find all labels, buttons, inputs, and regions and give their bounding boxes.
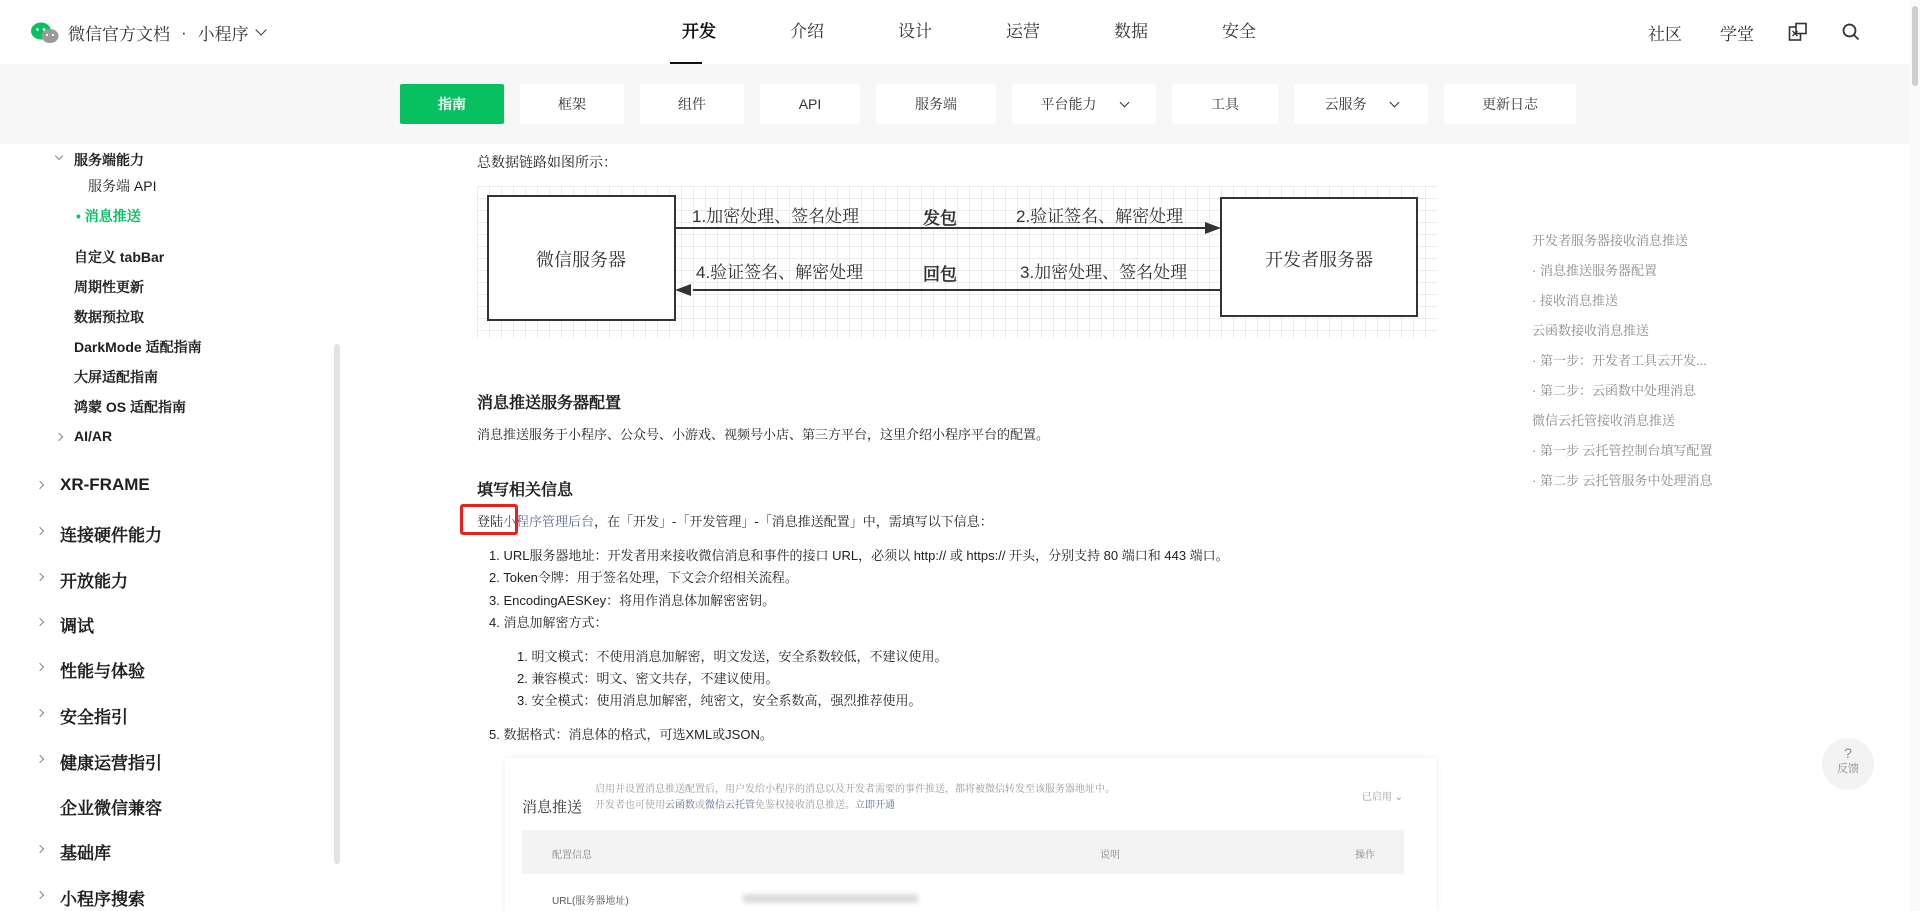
nav-intro[interactable]: 介绍 xyxy=(790,22,824,41)
message-push-screenshot xyxy=(505,758,1437,911)
login-suffix: ，在「开发」-「开发管理」-「消息推送配置」中，需填写以下信息： xyxy=(594,514,993,529)
toc-item[interactable]: · 第二步：云函数中处理消息 xyxy=(1532,383,1696,398)
chevron-right-icon[interactable] xyxy=(55,433,63,441)
tab-label: 框架 xyxy=(558,96,586,112)
sidebar-section-performance[interactable]: 性能与体验 xyxy=(60,662,145,681)
nav-data[interactable]: 数据 xyxy=(1114,22,1148,41)
sidebar-item-periodic-update[interactable]: 周期性更新 xyxy=(74,279,144,295)
enable-now-link[interactable]: 立即开通 xyxy=(855,800,895,811)
wechat-logo-icon xyxy=(30,21,60,45)
tab-label: 更新日志 xyxy=(1482,96,1538,112)
sub-list-item: 1. 明文模式：不使用消息加解密，明文发送，安全系数较低，不建议使用。 xyxy=(517,649,948,664)
list-item: 3. EncodingAESKey：将用作消息体加解密密钥。 xyxy=(489,593,776,608)
list-item: 1. URL服务器地址：开发者用来接收微信消息和事件的接口 URL，必须以 http:// 或 https:// 开头，分别支持 80 端口和 443 端口。 xyxy=(489,548,1229,563)
brand-title[interactable]: 微信官方文档 xyxy=(68,25,170,44)
sidebar-item-server-api[interactable]: 服务端 API xyxy=(88,178,157,194)
sidebar-item-message-push[interactable]: • 消息推送 xyxy=(76,208,141,224)
sidebar-section-security-guide[interactable]: 安全指引 xyxy=(60,708,128,727)
product-selector[interactable]: 小程序 xyxy=(197,25,249,44)
panel-desc-text: 开发者也可使用 xyxy=(595,800,665,811)
sidebar xyxy=(0,144,344,911)
tab-component[interactable] xyxy=(640,84,744,124)
tab-label: 工具 xyxy=(1211,96,1239,112)
cloud-function-link[interactable]: 云函数 xyxy=(665,800,695,811)
panel-description xyxy=(595,782,1115,814)
tab-platform-capability[interactable] xyxy=(1012,84,1156,124)
sidebar-section-wecom[interactable]: 企业微信兼容 xyxy=(60,799,162,818)
tab-framework[interactable] xyxy=(520,84,624,124)
sidebar-item-large-screen[interactable]: 大屏适配指南 xyxy=(74,369,158,385)
chevron-right-icon[interactable] xyxy=(36,527,44,535)
chevron-right-icon[interactable] xyxy=(36,481,44,489)
col-description: 说明 xyxy=(1100,850,1120,861)
chevron-right-icon[interactable] xyxy=(36,618,44,626)
blurred-url-value xyxy=(743,894,918,903)
list-item: 2. Token令牌：用于签名处理，下文会介绍相关流程。 xyxy=(489,570,798,585)
search-icon[interactable] xyxy=(1842,23,1860,41)
toc-item[interactable]: 开发者服务器接收消息推送 xyxy=(1532,233,1689,248)
list-item: 5. 数据格式：消息体的格式，可选XML或JSON。 xyxy=(489,727,773,742)
nav-dev[interactable]: 开发 xyxy=(645,0,753,64)
highlight-box xyxy=(460,504,518,535)
send-label: 发包 xyxy=(923,209,957,228)
toc-item[interactable]: · 第二步 云托管服务中处理消息 xyxy=(1532,473,1713,488)
chevron-down-icon xyxy=(1119,97,1129,107)
sidebar-item-custom-tabbar[interactable]: 自定义 tabBar xyxy=(74,249,165,265)
tab-guide[interactable] xyxy=(400,84,504,124)
chevron-right-icon[interactable] xyxy=(36,573,44,581)
toc-item[interactable]: · 第一步 云托管控制台填写配置 xyxy=(1532,443,1713,458)
chevron-down-icon[interactable] xyxy=(255,24,266,35)
panel-desc-text: 或 xyxy=(695,800,705,811)
brand-separator: · xyxy=(181,22,187,42)
panel-table-header xyxy=(522,830,1404,874)
sidebar-section-xr-frame[interactable]: XR-FRAME xyxy=(60,475,150,494)
admin-console-link[interactable]: 小程序管理后台 xyxy=(503,514,595,529)
panel-desc-line1: 启用并设置消息推送配置后，用户发给小程序的消息以及开发者需要的事件推送，都将被微信转发至该服务器地址中。 xyxy=(595,784,1115,795)
toc-item[interactable]: · 第一步：开发者工具云开发... xyxy=(1532,353,1707,368)
nav-security[interactable]: 安全 xyxy=(1222,22,1256,41)
page-scrollbar[interactable] xyxy=(1910,0,1920,911)
table-row-url: URL(服务器地址) xyxy=(552,896,629,907)
chevron-right-icon[interactable] xyxy=(36,755,44,763)
chevron-down-icon[interactable] xyxy=(55,152,63,160)
tab-label: 服务端 xyxy=(915,96,957,112)
reply-label: 回包 xyxy=(923,265,957,284)
tab-changelog[interactable] xyxy=(1444,84,1576,124)
tab-label: 云服务 xyxy=(1324,96,1367,112)
sidebar-item-label: 消息推送 xyxy=(84,208,141,224)
wechat-server-box: 微信服务器 xyxy=(536,250,626,270)
top-navigation-bar xyxy=(0,0,1920,64)
login-instruction xyxy=(477,511,993,530)
section-title-server-config: 消息推送服务器配置 xyxy=(477,395,622,412)
col-action: 操作 xyxy=(1355,850,1375,861)
step2-label: 2.验证签名、解密处理 xyxy=(1016,207,1184,226)
sidebar-item-ai-ar[interactable]: AI/AR xyxy=(74,428,113,444)
tab-label: 组件 xyxy=(678,96,706,112)
panel-desc-text: 免鉴权接收消息推送。 xyxy=(755,800,855,811)
step1-label: 1.加密处理、签名处理 xyxy=(692,207,860,226)
tab-cloud-service[interactable] xyxy=(1294,84,1428,124)
sub-list-item: 3. 安全模式：使用消息加解密，纯密文，安全系数高，强烈推荐使用。 xyxy=(517,693,922,708)
feedback-button[interactable] xyxy=(1822,738,1874,790)
scrollbar-thumb[interactable] xyxy=(1912,6,1918,86)
sidebar-section-search[interactable]: 小程序搜索 xyxy=(60,890,145,909)
tab-label: 指南 xyxy=(438,96,466,112)
tab-tools[interactable] xyxy=(1172,84,1278,124)
sub-list-item: 2. 兼容模式：明文、密文共存，不建议使用。 xyxy=(517,671,779,686)
sidebar-group-server-capability[interactable]: 服务端能力 xyxy=(74,152,144,168)
chevron-right-icon[interactable] xyxy=(36,663,44,671)
tab-server[interactable] xyxy=(876,84,996,124)
col-config: 配置信息 xyxy=(552,850,592,861)
nav-design[interactable]: 设计 xyxy=(898,22,932,41)
sidebar-item-harmony-os[interactable]: 鸿蒙 OS 适配指南 xyxy=(74,399,187,415)
status-label: 已启用 xyxy=(1361,792,1392,803)
toc-item[interactable]: 微信云托管接收消息推送 xyxy=(1532,413,1676,428)
section-title-fill-info: 填写相关信息 xyxy=(477,482,574,499)
toc-item[interactable]: · 接收消息推送 xyxy=(1532,293,1618,308)
sidebar-scrollbar[interactable] xyxy=(334,344,340,864)
tab-label: API xyxy=(798,96,822,112)
translate-icon[interactable] xyxy=(1788,22,1808,42)
sidebar-section-base-library[interactable]: 基础库 xyxy=(60,844,111,863)
right-nav xyxy=(1610,0,1860,64)
sidebar-item-prefetch[interactable]: 数据预拉取 xyxy=(74,309,144,325)
step3-label: 3.加密处理、签名处理 xyxy=(1020,263,1188,282)
tab-label: 平台能力 xyxy=(1040,96,1097,112)
sub-navigation-bar xyxy=(0,64,1920,144)
cloud-hosting-link[interactable]: 微信云托管 xyxy=(705,800,755,811)
chevron-down-icon xyxy=(1389,97,1399,107)
panel-desc-line2 xyxy=(595,798,1115,814)
nav-operation[interactable]: 运营 xyxy=(1006,22,1040,41)
sidebar-section-open-capability[interactable]: 开放能力 xyxy=(60,572,128,591)
data-flow-diagram xyxy=(477,186,1437,338)
chevron-right-icon[interactable] xyxy=(36,709,44,717)
section-text-server-config: 消息推送服务于小程序、公众号、小游戏、视频号小店、第三方平台，这里介绍小程序平台的配置。 xyxy=(477,427,1050,442)
tab-api[interactable] xyxy=(760,84,860,124)
toc-item[interactable]: 云函数接收消息推送 xyxy=(1532,323,1650,338)
sidebar-section-health-operation[interactable]: 健康运营指引 xyxy=(60,754,162,773)
panel-status[interactable]: 已启用 ⌄ xyxy=(1361,792,1403,803)
list-item: 4. 消息加解密方式： xyxy=(489,615,608,630)
community-link[interactable]: 社区 xyxy=(1648,24,1682,44)
diagram-intro: 总数据链路如图所示： xyxy=(477,154,617,170)
sidebar-section-debug[interactable]: 调试 xyxy=(60,617,94,636)
panel-title: 消息推送 xyxy=(522,799,583,816)
main-nav xyxy=(645,0,1293,64)
sidebar-item-darkmode[interactable]: DarkMode 适配指南 xyxy=(74,339,202,355)
toc-item[interactable]: · 消息推送服务器配置 xyxy=(1532,263,1657,278)
step4-label: 4.验证签名、解密处理 xyxy=(696,263,864,282)
sidebar-section-hardware[interactable]: 连接硬件能力 xyxy=(60,526,162,545)
chevron-right-icon[interactable] xyxy=(36,891,44,899)
feedback-label: 反馈 xyxy=(1837,763,1859,775)
academy-link[interactable]: 学堂 xyxy=(1720,24,1754,44)
question-icon: ? xyxy=(1844,745,1852,761)
developer-server-box: 开发者服务器 xyxy=(1265,250,1373,270)
brand[interactable] xyxy=(30,20,265,45)
chevron-right-icon[interactable] xyxy=(36,845,44,853)
login-prefix: 登陆 xyxy=(477,514,504,529)
